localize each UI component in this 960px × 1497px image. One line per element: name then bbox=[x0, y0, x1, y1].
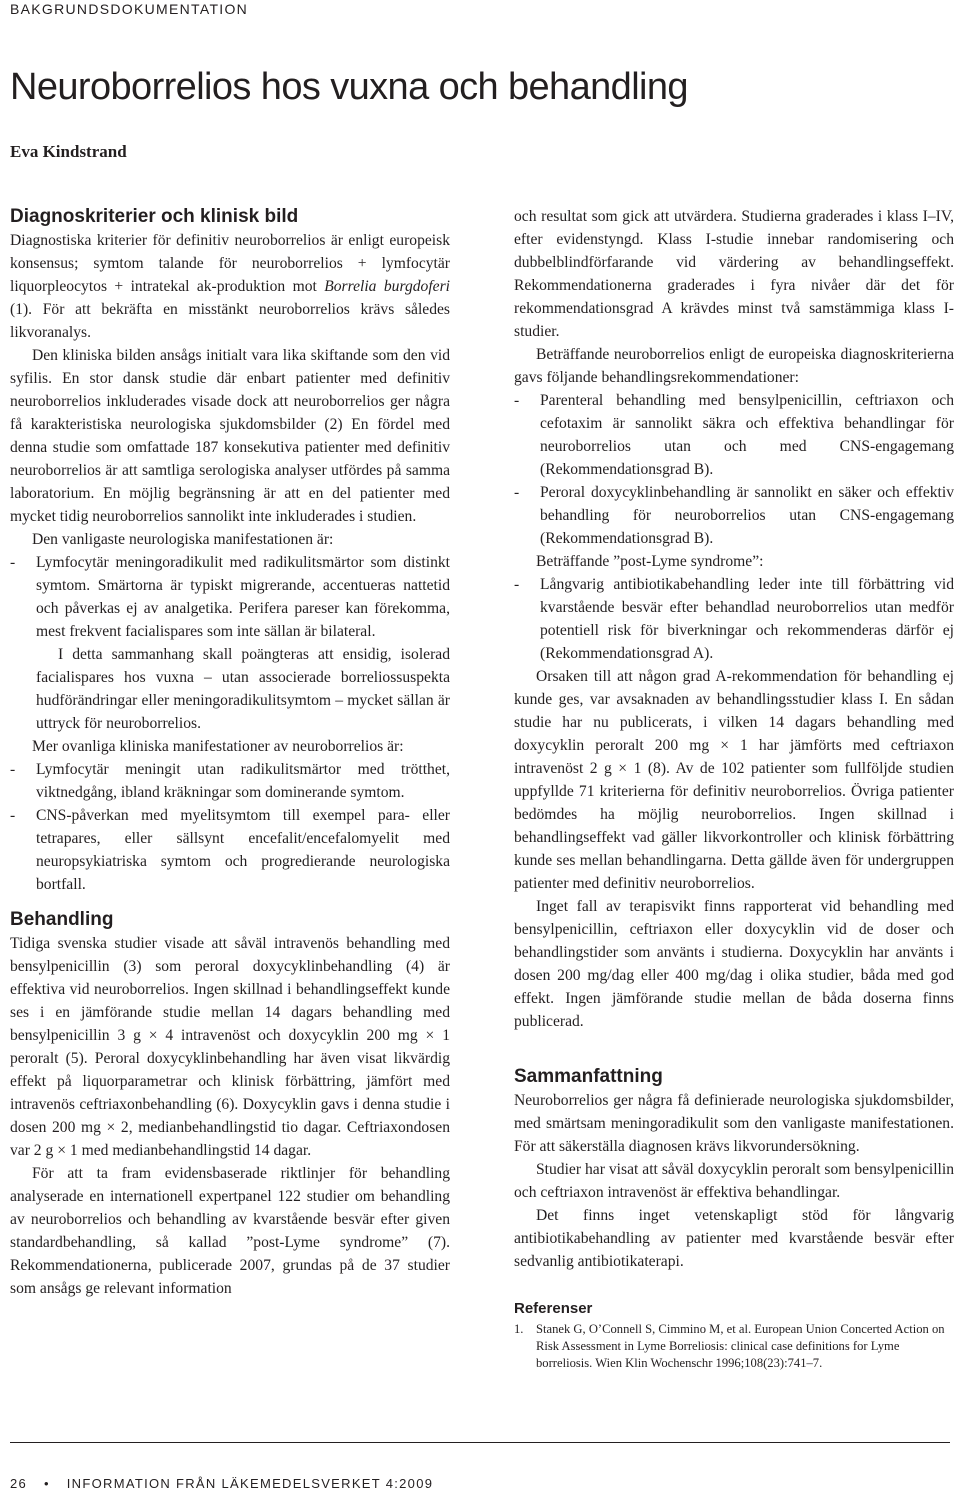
paragraph: Beträffande ”post-Lyme syndrome”: bbox=[536, 553, 764, 570]
paragraph: Det finns inget vetenskapligt stöd för långvarig antibiotikabehandling av patienter med kvarstående besvär efter sedvanlig antibiotikaterapi. bbox=[514, 1207, 954, 1270]
publication-name: INFORMATION FRÅN LÄKEMEDELSVERKET 4:2009 bbox=[66, 1476, 434, 1491]
paragraph: Orsaken till att någon grad A-rekommendation för behandling ej kunde ges, var avsaknaden av behandlingsstudier klass I. En sådan studie har nu publicerats, i vilken 14 dagars behandling med doxycyklin peroralt 200 mg × 1 har jämförts med ceftriaxon intravenöst 2 g × 1 (8). Av de 102 patienter som fullföljde studien uppfyllde 71 kriterierna för definitiv neuroborrelios. Övriga patienter bedömdes ha möjlig neuroborrelios. Ingen skillnad i behandlingseffekt vad gäller likvorkontroller och klinisk förbättring kunde ses mellan behandlingarna. Detta gällde även för undergruppen patienter med definitiv neuroborrelios. bbox=[514, 668, 954, 892]
paragraph: Tidiga svenska studier visade att såväl intravenös behandling med bensylpenicillin (3) som peroral doxycyklinbehandling (4) är effektiva vid neuroborrelios. Ingen skillnad i behandlingseffekt kunde ses i en jämförande studie mellan 14 dagars behandling med bensylpenicillin 3 g × 4 intravenöst och doxycyklin 200 mg × 1 peroralt (5). Peroral doxycyklinbehandling har även visat likvärdig effekt på liquorparametrar och klinisk förbättring, jämfört med intravenös ceftriaxonbehandling (6). Doxycyklin gavs i denna studie i dosen 200 mg × 2, medianbehandlingstid tio dagar. Ceftriaxondosen var 2 g × 1 med medianbehandlingstid 14 dagar. bbox=[10, 935, 450, 1159]
species-name: Borrelia burgdoferi bbox=[324, 278, 450, 295]
paragraph: Beträffande neuroborrelios enligt de europeiska diagnoskriterierna gavs följande behandlingsrekommendationer: bbox=[514, 346, 954, 386]
reference-item bbox=[514, 1321, 954, 1372]
post-lyme-list bbox=[514, 573, 954, 665]
paragraph: Neuroborrelios ger några få definierade neurologiska sjukdomsbilder, med smärtsam meningoradikulit som den vanligaste manifestationen. För att säkerställa diagnosen krävs likvorundersökning. bbox=[514, 1092, 954, 1155]
heading-diagnostic-criteria: Diagnoskriterier och klinisk bild bbox=[10, 206, 299, 227]
paragraph: För att ta fram evidensbaserade riktlinjer för behandling analyserade en internationell expertpanel 122 studier om behandling av neuroborrelios och behandling av kvarstående besvär efter given standardbehandling, så kallad ”post-Lyme syndrome” (7). Rekommendationerna, publicerade 2007, grundas på de 37 studier som ansågs ge relevant information bbox=[10, 1165, 450, 1297]
heading-summary: Sammanfattning bbox=[514, 1066, 663, 1087]
list-item: - Långvarig antibiotikabehandling leder inte till förbättring vid kvarstående besvär efter behandlad neuroborrelios utan medför potentiell risk för biverkningar och rekommenderas därför ej (Rekommendationsgrad A). bbox=[514, 573, 954, 665]
list-item: - Parenteral behandling med bensylpenicillin, ceftriaxon och cefotaxim är sannolikt säkra och effektiva behandlingar för neuroborrelios utan och med CNS-engagemang (Rekommendationsgrad B). bbox=[514, 389, 954, 481]
paragraph: I detta sammanhang skall poängteras att ensidig, isolerad facialispares hos vuxna – utan associerade borreliossuspekta hudförändringar eller meningoradikulitsymtom – mycket sällan är uttryck för neuroborrelios. bbox=[36, 646, 450, 732]
reference-text: Stanek G, O’Connell S, Cimmino M, et al. European Union Concerted Action on Risk Assessment in Lyme Borreliosis: clinical case definitions for Lyme borreliosis. Wien Klin Wochenschr 1996;108(23):741–7. bbox=[536, 1322, 945, 1370]
heading-references: Referenser bbox=[514, 1300, 593, 1317]
section-label: BAKGRUNDSDOKUMENTATION bbox=[10, 0, 256, 19]
paragraph: Diagnostiska kriterier för definitiv neuroborrelios är enligt europeisk konsensus; symtom talande för neuroborrelios + lymfocytär liquorpleocytos + intratekal ak-produktion mot Borrelia burgdoferi (1). För att bekräfta en misstänkt neuroborrelios krävs således likvoranalys. bbox=[10, 232, 450, 341]
list-item: - Lymfocytär meningit utan radikulitsmärtor med trötthet, viktnedgång, ibland kräkningar som dominerande symtom. bbox=[10, 758, 450, 804]
rare-manifestations-list bbox=[10, 758, 450, 896]
paragraph: Inget fall av terapisvikt finns rapporterat vid behandling med bensylpenicillin, ceftriaxon eller doxycyklin vid de doser och behandlingstider som använts i studierna. Doxycyklin har använts i dosen 200 mg/dag eller 400 mg/dag i olika studier, båda med god effekt. Ingen jämförande studie mellan de båda doserna finns publicerad. bbox=[514, 898, 954, 1030]
page-number: 26 bbox=[10, 1476, 28, 1491]
paragraph: Den kliniska bilden ansågs initialt vara lika skiftande som den vid syfilis. En stor dansk studie där enbart patienter med definitiv neuroborrelios inkluderades visade dock att neuroborrelios ger några få karakteristiska neurologiska sjukdomsbilder (2) En fördel med denna studie som omfattade 187 konsekutiva patienter med definitiv neuroborrelios är att samtliga serologiska analyser utfördes på samma laboratorium. En möjlig begränsning är att en del patienter med mycket tidig neuroborrelios sannolikt inte inkluderades i studien. bbox=[10, 347, 450, 525]
paragraph: Studier har visat att såväl doxycyklin peroralt som bensylpenicillin och ceftriaxon intravenöst är effektiva behandlingar. bbox=[514, 1161, 954, 1201]
left-column bbox=[10, 205, 450, 1300]
paragraph: Mer ovanliga kliniska manifestationer av neuroborrelios är: bbox=[32, 738, 404, 755]
common-manifestations-list bbox=[10, 551, 450, 643]
heading-treatment: Behandling bbox=[10, 909, 114, 930]
recommendations-list bbox=[514, 389, 954, 550]
reference-number: 1. bbox=[514, 1322, 524, 1336]
page-title: Neuroborrelios hos vuxna och behandling bbox=[10, 66, 688, 108]
bullet-separator: • bbox=[43, 1476, 50, 1491]
list-item: - Lymfocytär meningoradikulit med radikulitsmärtor som distinkt symtom. Smärtorna är typiskt migrerande, accentueras nattetid och påverkas ej av analgetika. Perifera pareser kan förekomma, mest frekvent facialispares som inte sällan är bilateral. bbox=[10, 551, 450, 643]
paragraph: Den vanligaste neurologiska manifestationen är: bbox=[32, 531, 334, 548]
author-name: Eva Kindstrand bbox=[10, 142, 127, 161]
right-column bbox=[514, 205, 954, 1372]
list-item: - CNS-påverkan med myelitsymtom till exempel para- eller tetrapares, eller sällsynt encefalit/encefalomyelit med neuropsykiatriska symtom och progredierande neurologiska bortfall. bbox=[10, 804, 450, 896]
page-footer bbox=[10, 1476, 433, 1491]
footer-rule bbox=[10, 1442, 950, 1443]
paragraph: och resultat som gick att utvärdera. Studierna graderades i klass I–IV, efter evidenstyngd. Klass I-studie innebar randomisering och dubbelblindförfarande vid värdering av behandlingseffekt. Rekommendationerna graderades i fyra nivåer där det för rekommendationsgrad A krävdes minst två samstämmiga klass I-studier. bbox=[514, 208, 954, 340]
list-item: - Peroral doxycyklinbehandling är sannolikt en säker och effektiv behandling för neuroborrelios utan CNS-engagemang (Rekommendationsgrad B). bbox=[514, 481, 954, 550]
section-header bbox=[0, 0, 960, 22]
